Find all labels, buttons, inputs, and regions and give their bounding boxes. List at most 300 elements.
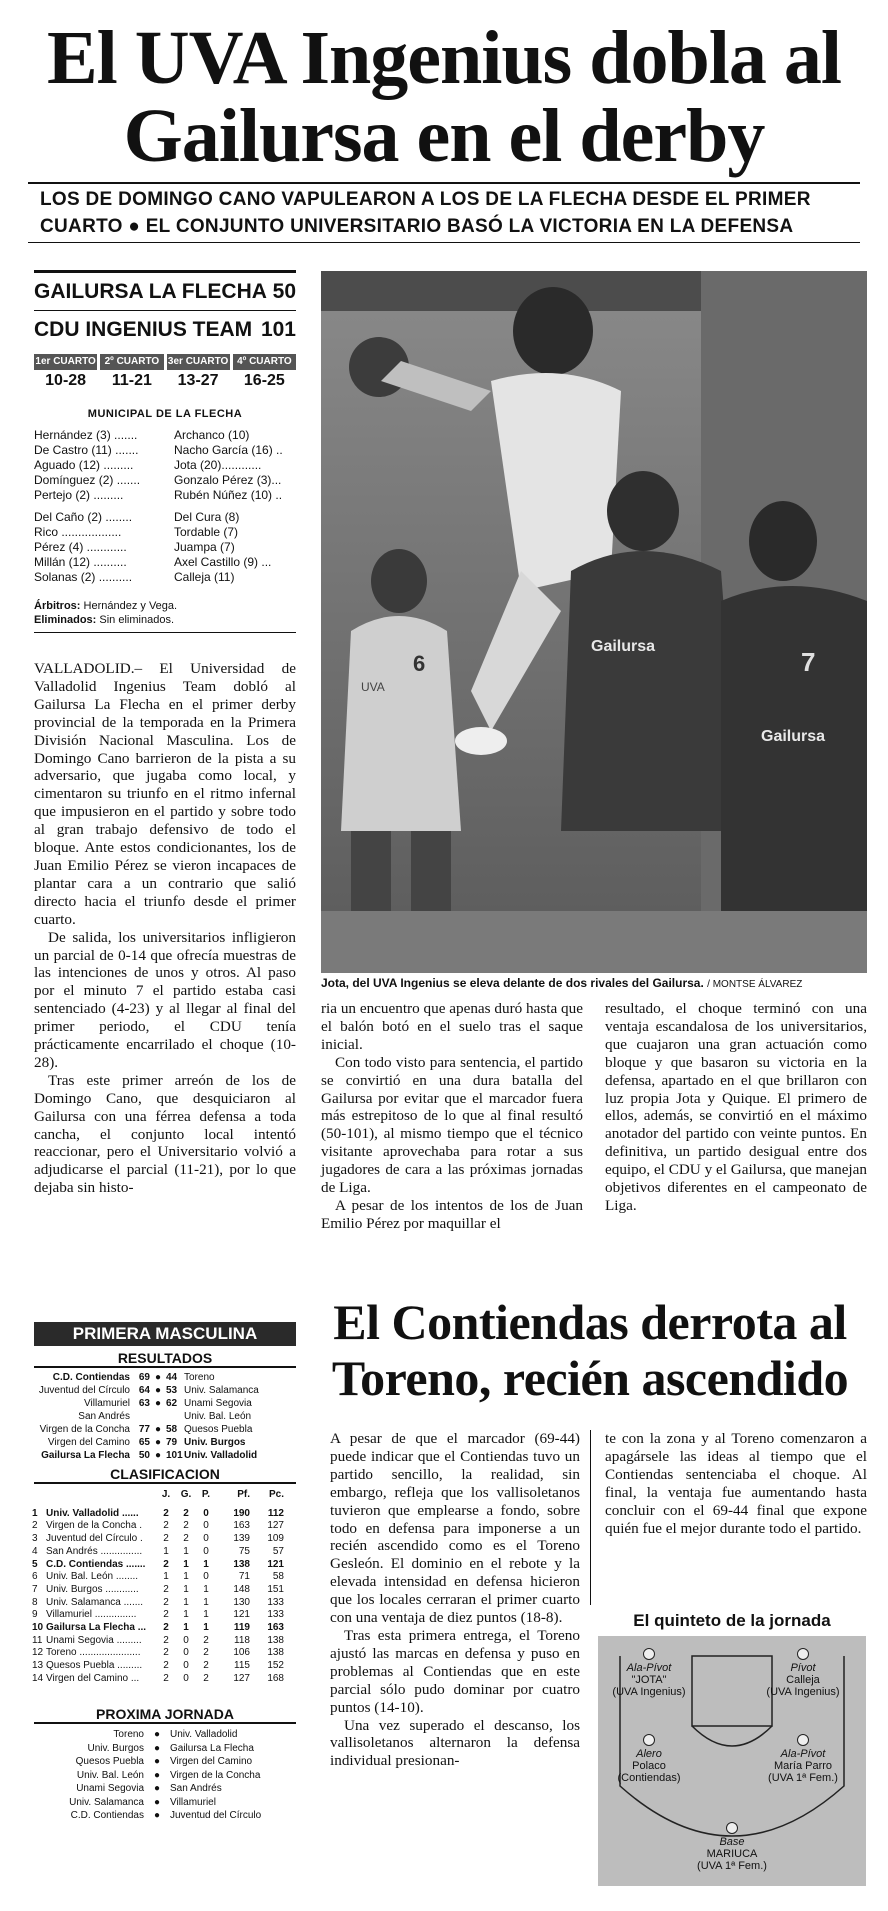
team2-score: 101 xyxy=(260,318,296,341)
points-for: 138 xyxy=(233,1558,250,1570)
photo-caption xyxy=(321,976,867,990)
points-for: 106 xyxy=(233,1647,250,1659)
result-away: Quesos Puebla xyxy=(184,1424,253,1435)
result-home: Juventud del Círculo xyxy=(38,1385,130,1396)
quarter-header: 2º CUARTO xyxy=(100,354,163,370)
jersey-number-left: 6 xyxy=(413,651,426,676)
result-home: Virgen de la Concha xyxy=(39,1424,130,1435)
points-for: 115 xyxy=(234,1660,250,1672)
won: 0 xyxy=(183,1660,189,1672)
standings-row xyxy=(32,1609,298,1622)
player-team: (Contiendas) xyxy=(617,1772,681,1784)
referees-line xyxy=(34,599,177,613)
column-rule xyxy=(590,1430,591,1605)
bullet-icon: ● xyxy=(153,1729,161,1740)
points-against: 133 xyxy=(267,1609,284,1621)
result-away-score: 101 xyxy=(166,1450,183,1461)
rank: 3 xyxy=(32,1533,38,1545)
rank: 4 xyxy=(32,1545,38,1557)
result-home-score: 77 xyxy=(138,1424,150,1435)
result-away: Univ. Valladolid xyxy=(184,1450,258,1461)
points-against: 121 xyxy=(267,1558,284,1570)
points-against: 57 xyxy=(272,1545,284,1557)
venue: MUNICIPAL DE LA FLECHA xyxy=(87,408,243,420)
result-away-score: 44 xyxy=(166,1372,178,1383)
team: Univ. Valladolid ...... xyxy=(46,1507,139,1519)
basketball-photo xyxy=(321,271,867,973)
quintet-player xyxy=(748,1648,858,1698)
result-home: Villamuriel xyxy=(84,1398,130,1409)
standings-row xyxy=(32,1520,298,1533)
player-entry: Del Cura (8) xyxy=(174,510,240,524)
lost: 2 xyxy=(203,1634,209,1646)
fixture-away: Virgen de la Concha xyxy=(170,1769,261,1781)
main-headline-line1: El UVA Ingenius dobla al xyxy=(46,16,842,100)
points-against: 138 xyxy=(267,1647,284,1659)
points-against: 127 xyxy=(267,1520,284,1532)
players-home xyxy=(34,428,162,585)
bullet-icon: ● xyxy=(153,1796,161,1808)
player-role: Alero xyxy=(636,1748,662,1760)
result-home-score: 50 xyxy=(138,1450,150,1461)
fixture-away: San Andrés xyxy=(170,1783,222,1794)
paragraph: Una vez superado el descanso, los vallisoletanos alternaron la defensa individual presionan- xyxy=(330,1716,580,1770)
standings-table xyxy=(32,1489,298,1686)
caption-text: Jota, del UVA Ingenius se eleva delante de dos rivales del Gailursa. xyxy=(321,976,704,990)
rank: 9 xyxy=(32,1609,38,1621)
result-row xyxy=(32,1371,298,1384)
standings-row xyxy=(32,1571,298,1584)
results-table xyxy=(32,1371,298,1462)
points-against: 151 xyxy=(267,1583,284,1595)
played: 2 xyxy=(163,1507,169,1519)
result-row xyxy=(32,1436,298,1449)
team: Virgen del Camino ... xyxy=(46,1672,140,1684)
jersey-text-right1: Gailursa xyxy=(591,638,656,655)
player-entry: De Castro (11) ....... xyxy=(34,443,139,457)
played: 2 xyxy=(163,1622,169,1634)
team: Villamuriel ............... xyxy=(46,1609,137,1621)
team: Gailursa La Flecha ... xyxy=(46,1622,147,1634)
result-row xyxy=(32,1397,298,1410)
player-role: Base xyxy=(719,1836,745,1848)
result-away-score xyxy=(166,1410,184,1423)
col-header: G. xyxy=(180,1489,192,1500)
lost: 2 xyxy=(203,1672,209,1684)
col-header: Pf. xyxy=(237,1489,250,1500)
points-for: 75 xyxy=(238,1545,250,1557)
players-away xyxy=(174,428,302,585)
won: 1 xyxy=(183,1558,189,1570)
bullet-icon: ● xyxy=(153,1742,161,1754)
standings-row xyxy=(32,1546,298,1559)
player-name: MARIUCA xyxy=(706,1848,758,1860)
next-round-table xyxy=(32,1728,298,1823)
quarter-header: 1er CUARTO xyxy=(34,354,97,370)
article1-col3 xyxy=(605,1000,867,1215)
points-for: 190 xyxy=(233,1507,250,1519)
result-home-score xyxy=(130,1410,150,1423)
team: Virgen de la Concha . xyxy=(46,1520,142,1532)
played: 1 xyxy=(163,1571,169,1583)
paragraph: A pesar de los intentos de los de Juan Emilio Pérez por maquillar el xyxy=(321,1196,583,1232)
fixture-row xyxy=(32,1782,298,1796)
fixture-away: Virgen del Camino xyxy=(170,1756,253,1767)
standings-row xyxy=(32,1584,298,1597)
bullet-icon: ● xyxy=(154,1437,162,1448)
paragraph: De salida, los universitarios infligieron un parcial de 0-14 que ofrecía muestras de las intenciones de unos y otros. Al paso por el minuto 7 el partido estaba casi sentenciado (4-23) y al llegar al final del primer periodo, el CDU tenía prácticamente encarrilado el choque (10-28). xyxy=(34,928,296,1071)
subhead-rule xyxy=(28,242,860,243)
fixture-row xyxy=(32,1742,298,1756)
player-entry: Domínguez (2) ....... xyxy=(34,473,141,487)
result-home: C.D. Contiendas xyxy=(52,1372,130,1383)
standings-row xyxy=(32,1673,298,1686)
points-against: 138 xyxy=(267,1634,284,1646)
team1-score: 50 xyxy=(272,280,296,303)
team: Quesos Puebla ......... xyxy=(46,1660,143,1672)
won: 2 xyxy=(183,1533,189,1545)
rank: 10 xyxy=(32,1622,44,1634)
lost: 0 xyxy=(203,1545,209,1557)
second-headline xyxy=(310,1294,870,1406)
fixture-away: Juventud del Círculo xyxy=(170,1810,262,1821)
result-away-score: 58 xyxy=(166,1424,178,1435)
quintet-player xyxy=(748,1734,858,1784)
lost: 0 xyxy=(203,1533,209,1545)
points-for: 139 xyxy=(233,1533,250,1545)
bullet-icon xyxy=(150,1410,166,1423)
second-headline-line1: El Contiendas derrota al xyxy=(333,1294,847,1350)
article1-col1 xyxy=(34,660,296,1197)
rank: 12 xyxy=(32,1647,44,1659)
headline-rule xyxy=(28,182,860,184)
bullet-icon: ● xyxy=(154,1398,162,1409)
player-role: Pívot xyxy=(790,1662,816,1674)
paragraph: Con todo visto para sentencia, el partido se convirtió en una dura batalla del Gailursa por evitar que el marcador fuera más estrepitoso de lo que al final resultó (50-101), al mismo tiempo que el técnico visitante aprovechaba para rotar a sus jugadores de cara a las próximas jornadas de Liga. xyxy=(321,1053,583,1197)
standings-row xyxy=(32,1559,298,1572)
player-entry: Axel Castillo (9) ... xyxy=(174,555,272,569)
bullet-icon: ● xyxy=(153,1810,161,1821)
result-away: Univ. Salamanca xyxy=(184,1385,259,1396)
won: 2 xyxy=(183,1520,189,1532)
player-entry: Solanas (2) .......... xyxy=(34,570,133,584)
next-round-title: PROXIMA JORNADA xyxy=(34,1706,296,1724)
position-marker xyxy=(797,1648,809,1660)
standings-header-row xyxy=(32,1489,298,1502)
points-for: 121 xyxy=(233,1609,250,1621)
standings-row xyxy=(32,1622,298,1635)
paragraph: ria un encuentro que apenas duró hasta que el balón botó en el suelo tras el saque inicial. xyxy=(321,1000,583,1053)
team1-row xyxy=(34,280,296,304)
scorebox-bottom-rule xyxy=(34,632,296,633)
player-team: (UVA Ingenius) xyxy=(766,1686,840,1698)
result-home-score: 65 xyxy=(138,1437,150,1448)
played: 2 xyxy=(163,1672,169,1684)
played: 2 xyxy=(163,1634,169,1646)
points-against: 58 xyxy=(272,1571,284,1583)
photo-illustration xyxy=(321,271,867,973)
player-team: (UVA 1ª Fem.) xyxy=(697,1860,767,1872)
team: Juventud del Círculo . xyxy=(46,1533,143,1545)
won: 1 xyxy=(183,1609,189,1621)
lost: 0 xyxy=(203,1507,209,1519)
points-against: 133 xyxy=(267,1596,284,1608)
second-headline-line2: Toreno, recién ascendido xyxy=(331,1350,849,1406)
rank: 5 xyxy=(32,1558,38,1570)
position-marker xyxy=(797,1734,809,1746)
fixture-home: Unami Segovia xyxy=(76,1783,144,1794)
officials xyxy=(34,599,177,627)
bullet-icon: ● xyxy=(153,1769,161,1781)
player-role: Ala-Pívot xyxy=(780,1748,826,1760)
player-entry: Gonzalo Pérez (3)... xyxy=(174,473,282,487)
paragraph: A pesar de que el marcador (69-44) puede indicar que el Contiendas tuvo un partido sencillo, la realidad, sin embargo, refleja que los vallisoletanos tuvieron que emplearse a fondo, sobre todo en defensa para imponerse a un recién ascendido como es el Toreno Gesleón. El dominio en el rebote y la elevada intensidad en defensa hicieron que los locales cerraran el primer cuarto con una ventaja de diez puntos (18-8). xyxy=(330,1430,580,1627)
quarter-header: 3er CUARTO xyxy=(167,354,230,370)
won: 1 xyxy=(183,1545,189,1557)
quarter-score: 10-28 xyxy=(45,372,87,389)
article1-col2 xyxy=(321,1000,583,1233)
bullet-icon: ● xyxy=(153,1756,161,1767)
fixture-row xyxy=(32,1755,298,1769)
result-away: Univ. Bal. León xyxy=(184,1411,252,1422)
won: 0 xyxy=(183,1634,189,1646)
played: 2 xyxy=(163,1520,169,1532)
lost: 2 xyxy=(203,1647,209,1659)
fixture-home: Univ. Salamanca xyxy=(69,1796,144,1808)
paragraph: Tras esta primera entrega, el Toreno ajustó las marcas en defensa y puso en problemas al Contiendas que en este parcial sólo pudo dominar por cuatro puntos (14-10). xyxy=(330,1626,580,1716)
quintet-court xyxy=(598,1636,866,1886)
quintet-player xyxy=(594,1648,704,1698)
player-entry: Tordable (7) xyxy=(174,525,239,539)
player-name: María Parro xyxy=(773,1760,833,1772)
won: 1 xyxy=(183,1571,189,1583)
fixture-away: Villamuriel xyxy=(170,1796,216,1808)
standings-title: CLASIFICACION xyxy=(34,1466,296,1484)
points-for: 163 xyxy=(233,1520,250,1532)
points-against: 112 xyxy=(267,1507,284,1519)
points-for: 71 xyxy=(238,1571,250,1583)
points-against: 168 xyxy=(267,1672,284,1684)
position-marker xyxy=(643,1734,655,1746)
stats-title: PRIMERA MASCULINA xyxy=(34,1322,296,1346)
result-home-score: 64 xyxy=(138,1385,150,1396)
won: 0 xyxy=(183,1647,189,1659)
fixture-home: Quesos Puebla xyxy=(75,1756,144,1767)
rank: 8 xyxy=(32,1596,38,1608)
won: 1 xyxy=(183,1596,189,1608)
scorebox-top-rule xyxy=(34,270,296,273)
quintet-player xyxy=(677,1822,787,1872)
result-home-score: 69 xyxy=(138,1372,150,1383)
article2-col2 xyxy=(605,1430,867,1537)
bullet-icon: ● xyxy=(128,216,141,237)
player-name: Calleja xyxy=(786,1674,820,1686)
player-entry: Aguado (12) ......... xyxy=(34,458,134,472)
subhead-line2 xyxy=(40,213,860,240)
played: 2 xyxy=(163,1609,169,1621)
rank: 1 xyxy=(32,1507,38,1519)
fixture-row xyxy=(32,1796,298,1810)
bullet-icon: ● xyxy=(153,1783,161,1794)
col-header: P. xyxy=(201,1489,211,1500)
player-entry: Rubén Núñez (10) .. xyxy=(174,488,283,502)
player-entry: Rico .................. xyxy=(34,525,122,539)
player-name: Polaco xyxy=(632,1760,666,1772)
played: 2 xyxy=(163,1583,169,1595)
team: Toreno ...................... xyxy=(46,1647,141,1659)
quarter-score: 13-27 xyxy=(177,372,219,389)
standings-row xyxy=(32,1597,298,1610)
subhead xyxy=(40,186,860,240)
standings-row xyxy=(32,1508,298,1521)
points-for: 130 xyxy=(233,1596,250,1608)
article2-col1 xyxy=(330,1430,580,1770)
player-entry-spacer xyxy=(174,503,302,510)
rank: 14 xyxy=(32,1672,44,1684)
position-marker xyxy=(726,1822,738,1834)
played: 2 xyxy=(163,1596,169,1608)
paragraph: resultado, el choque terminó con una ventaja escandalosa de los universitarios, que cuajaron una gran actuación como bloque y que basaron su victoria en la defensa, apartado en el que brillaron con luz propia Jota y Quique. El primero de ellos, además, se convirtió en el máximo anotador del partido con veinte puntos. En definitiva, un partido desigual entre dos equipo, el CDU y el Gailursa, que manejan objetivos diferentes en el campeonato de Liga. xyxy=(605,1000,867,1214)
points-against: 152 xyxy=(267,1660,284,1672)
subhead-text-a: CUARTO xyxy=(40,216,123,237)
rank: 13 xyxy=(32,1660,44,1672)
points-for: 119 xyxy=(233,1622,250,1634)
player-team: (UVA Ingenius) xyxy=(612,1686,686,1698)
points-for: 127 xyxy=(233,1672,250,1684)
points-against: 109 xyxy=(267,1533,284,1545)
points-for: 148 xyxy=(233,1583,250,1595)
main-headline-line2: Gailursa en el derby xyxy=(123,94,765,178)
fixture-away: Univ. Valladolid xyxy=(170,1729,238,1740)
won: 0 xyxy=(183,1672,189,1684)
player-entry: Del Caño (2) ........ xyxy=(34,510,133,524)
result-away: Toreno xyxy=(184,1372,215,1383)
fixture-away: Gailursa La Flecha xyxy=(170,1742,254,1754)
team: Univ. Salamanca ....... xyxy=(46,1596,144,1608)
position-marker xyxy=(643,1648,655,1660)
referees-value: Hernández y Vega. xyxy=(83,600,178,612)
bullet-icon: ● xyxy=(154,1450,162,1461)
fixture-row xyxy=(32,1769,298,1783)
referees-label: Árbitros: xyxy=(34,600,81,612)
result-away-score: 53 xyxy=(166,1385,178,1396)
lost: 1 xyxy=(203,1622,209,1634)
jersey-text-left: UVA xyxy=(361,680,385,694)
lost: 1 xyxy=(203,1583,209,1595)
player-entry: Nacho García (16) .. xyxy=(174,443,283,457)
ejected-value: Sin eliminados. xyxy=(99,614,174,626)
rank: 11 xyxy=(32,1634,43,1646)
standings-row xyxy=(32,1660,298,1673)
lost: 0 xyxy=(203,1520,209,1532)
scorebox-divider xyxy=(34,310,296,311)
bullet-icon: ● xyxy=(154,1372,162,1383)
team2-name: CDU INGENIUS TEAM xyxy=(34,318,253,341)
fixture-home: Univ. Bal. León xyxy=(76,1769,144,1781)
player-entry: Juampa (7) xyxy=(174,540,235,554)
team: Univ. Burgos ............ xyxy=(46,1583,139,1595)
player-entry-spacer xyxy=(34,503,162,510)
fixture-home: Univ. Burgos xyxy=(87,1742,144,1754)
lost: 0 xyxy=(203,1571,209,1583)
player-entry: Pérez (4) ............ xyxy=(34,540,127,554)
result-home-score: 63 xyxy=(138,1398,150,1409)
player-entry: Hernández (3) ....... xyxy=(34,428,138,442)
standings-row xyxy=(32,1647,298,1660)
player-role: Ala-Pívot xyxy=(626,1662,672,1674)
lost: 1 xyxy=(203,1609,209,1621)
ejected-label: Eliminados: xyxy=(34,614,97,626)
photo-credit: / MONTSE ÁLVAREZ xyxy=(707,979,803,990)
player-entry: Archanco (10) xyxy=(174,428,250,442)
quarter-score: 11-21 xyxy=(111,372,152,389)
player-entry: Pertejo (2) ......... xyxy=(34,488,124,502)
points-against: 163 xyxy=(267,1622,284,1634)
fixture-home: Toreno xyxy=(113,1729,144,1740)
team: C.D. Contiendas ....... xyxy=(46,1558,146,1570)
player-name: "JOTA" xyxy=(631,1674,667,1686)
result-row xyxy=(32,1423,298,1436)
quarter-score: 16-25 xyxy=(243,372,285,389)
points-for: 118 xyxy=(234,1634,250,1646)
result-away: Univ. Burgos xyxy=(184,1437,246,1448)
standings-row xyxy=(32,1635,298,1648)
rank: 2 xyxy=(32,1520,38,1532)
paragraph: Tras este primer arreón de los de Domingo Cano, que desquiciaron al Gailursa con una férrea defensa a toda cancha, el conjunto local intentó reaccionar, pero el Universitario volvió a adjudicarse el parcial (11-21), por lo que dejaba sin histo- xyxy=(34,1071,296,1197)
team1-name: GAILURSA LA FLECHA xyxy=(34,280,267,303)
won: 1 xyxy=(183,1622,189,1634)
team: Unami Segovia ......... xyxy=(46,1634,142,1646)
subhead-text-b: EL CONJUNTO UNIVERSITARIO BASÓ LA VICTORIA EN LA DEFENSA xyxy=(145,216,794,237)
won: 1 xyxy=(183,1583,189,1595)
rank: 6 xyxy=(32,1571,38,1583)
result-home: Virgen del Camino xyxy=(47,1437,130,1448)
fixture-home: C.D. Contiendas xyxy=(70,1810,144,1821)
won: 2 xyxy=(183,1507,189,1519)
lost: 2 xyxy=(203,1660,209,1672)
standings-row xyxy=(32,1533,298,1546)
jersey-number-right: 7 xyxy=(801,647,816,677)
player-entry: Calleja (11) xyxy=(174,570,235,584)
player-entry: Millán (12) .......... xyxy=(34,555,127,569)
team2-row xyxy=(34,318,296,342)
lost: 1 xyxy=(203,1558,209,1570)
quintet-player xyxy=(594,1734,704,1784)
quintet-title: El quinteto de la jornada xyxy=(633,1611,831,1630)
result-away-score: 79 xyxy=(166,1437,178,1448)
result-away-score: 62 xyxy=(166,1398,178,1409)
fixture-row xyxy=(32,1728,298,1742)
result-home: Gailursa La Flecha xyxy=(41,1450,130,1461)
result-away: Unami Segovia xyxy=(184,1398,252,1409)
paragraph: VALLADOLID.– El Universidad de Valladolid Ingenius Team dobló al Gailursa La Flecha en el primer derby provincial de la temporada en la Primera División Nacional Masculina. Los de Domingo Cano barrieron de la pista a su adversario, que jugaba como local, y cimentaron su triunfo en el ritmo infernal que impusieron en el partido y sobre todo al gran trabajo defensivo de todo el bloque. Ante estos condicionantes, los de Juan Emilio Pérez se vieron incapaces de plantar cara a un contrario que salió directo hacia el triunfo desde el primer cuarto. xyxy=(34,660,296,928)
rank: 7 xyxy=(32,1583,38,1595)
player-entry: Jota (20)............ xyxy=(174,458,262,472)
col-header: J. xyxy=(161,1489,171,1500)
result-row xyxy=(32,1384,298,1397)
quarter-header: 4º CUARTO xyxy=(233,354,296,370)
played: 2 xyxy=(163,1660,169,1672)
team: San Andrés ............... xyxy=(46,1545,143,1557)
result-row xyxy=(32,1449,298,1462)
played: 2 xyxy=(163,1558,169,1570)
result-row xyxy=(32,1410,298,1423)
paragraph: te con la zona y al Toreno comenzaron a apagársele las ideas al tiempo que el Contiendas sentenciaba el choque. Al final, la ventaja fue aumentando hasta concluir con el 69-44 final que expone quién fue el mejor durante todo el partido. xyxy=(605,1430,867,1537)
quarter-scores xyxy=(34,372,296,390)
player-team: (UVA 1ª Fem.) xyxy=(768,1772,838,1784)
jersey-text-right2: Gailursa xyxy=(761,728,826,745)
played: 1 xyxy=(163,1545,169,1557)
